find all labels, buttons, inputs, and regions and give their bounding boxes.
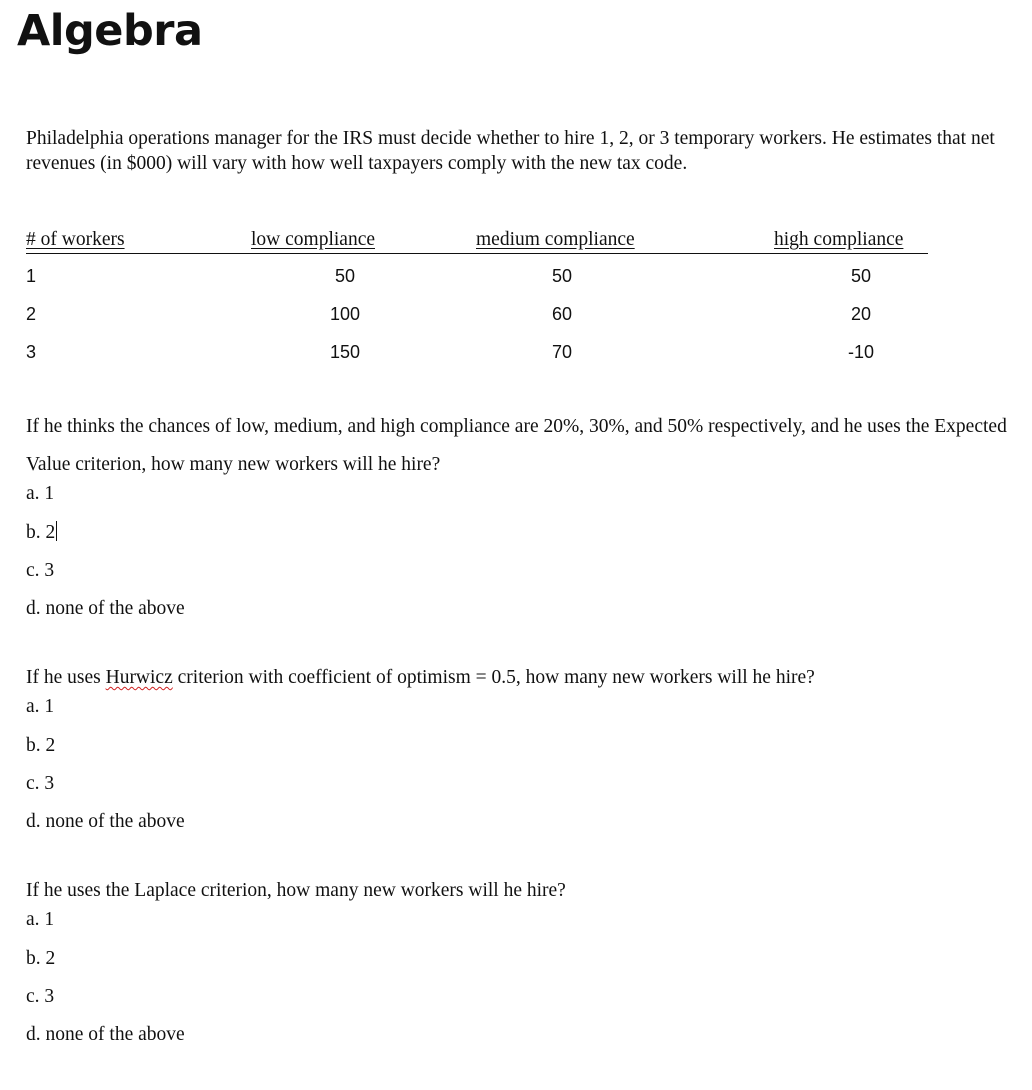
question-expected-value xyxy=(26,408,1016,628)
option-d: d. none of the above xyxy=(26,1024,185,1045)
option-a: a. 1 xyxy=(26,909,55,930)
question-text-start: If he uses xyxy=(26,667,106,688)
option-b: b. 2 xyxy=(26,948,56,969)
option-d: d. none of the above xyxy=(26,598,185,619)
table-header-rule xyxy=(26,253,928,254)
table-row xyxy=(26,333,931,371)
option-a: a. 1 xyxy=(26,483,55,504)
table-cell: 1 xyxy=(26,266,37,286)
table-header-high: high compliance xyxy=(774,229,904,250)
question-text-end: criterion with coefficient of optimism = 0.5, how many new workers will he hire? xyxy=(172,667,815,688)
option-c: c. 3 xyxy=(26,986,55,1007)
table-cell: 70 xyxy=(551,342,573,362)
table-row xyxy=(26,257,931,295)
option-b: b. 2 xyxy=(26,735,56,756)
table-cell: 50 xyxy=(850,266,872,286)
table-cell: 20 xyxy=(850,304,872,324)
question-text xyxy=(26,659,1016,697)
option-c: c. 3 xyxy=(26,773,55,794)
table-cell: 2 xyxy=(26,304,37,324)
table-cell: 3 xyxy=(26,342,37,362)
question-text: If he uses the Laplace criterion, how many new workers will he hire? xyxy=(26,880,566,901)
table-cell: 150 xyxy=(329,342,361,362)
table-row xyxy=(26,295,931,333)
spellcheck-flagged-word: Hurwicz xyxy=(105,667,173,688)
option-a: a. 1 xyxy=(26,696,55,717)
page-title: Algebra xyxy=(17,6,203,56)
table-cell: 100 xyxy=(329,304,361,324)
table-header-medium: medium compliance xyxy=(476,229,635,250)
problem-intro: Philadelphia operations manager for the IRS must decide whether to hire 1, 2, or 3 temporary workers. He estimates that net revenues (in $000) will vary with how well taxpayers comply with the new tax code. xyxy=(26,128,995,174)
table-header-workers: # of workers xyxy=(26,229,125,250)
table-header-low: low compliance xyxy=(251,229,375,250)
option-d: d. none of the above xyxy=(26,811,185,832)
table-cell: 50 xyxy=(334,266,356,286)
table-cell: 60 xyxy=(551,304,573,324)
question-text: If he thinks the chances of low, medium, and high compliance are 20%, 30%, and 50% respectively, and he uses the Expected Value criterion, how many new workers will he hire? xyxy=(26,416,1007,475)
text-cursor xyxy=(56,521,57,541)
option-b xyxy=(26,514,1016,552)
question-laplace xyxy=(26,872,1016,1054)
table-cell: 50 xyxy=(551,266,573,286)
option-c: c. 3 xyxy=(26,560,55,581)
option-b-label: b. 2 xyxy=(26,522,56,543)
question-hurwicz xyxy=(26,659,1016,841)
table-cell: -10 xyxy=(847,342,874,362)
